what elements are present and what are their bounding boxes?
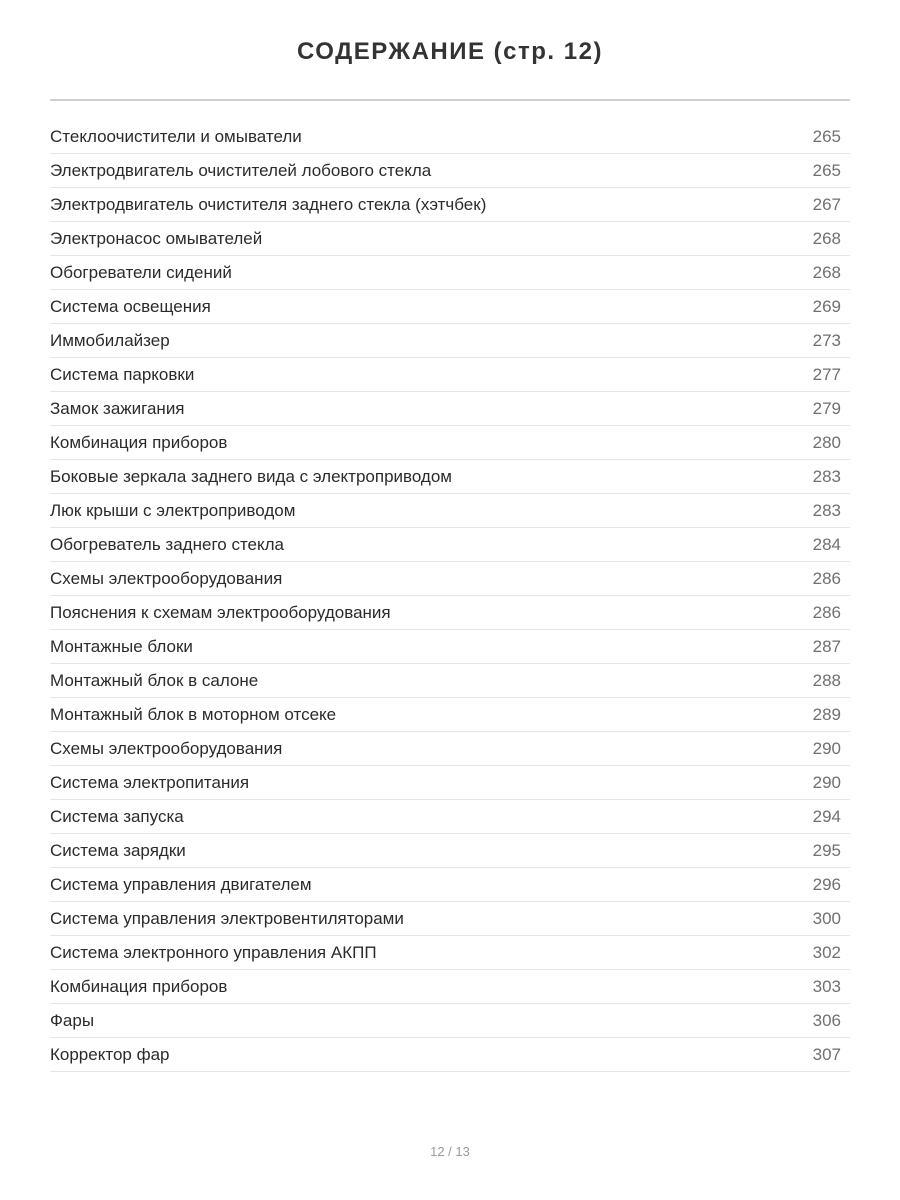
- toc-entry-page: 265: [812, 126, 841, 146]
- toc-entry[interactable]: [50, 256, 850, 290]
- toc-entry-label: Монтажные блоки: [50, 636, 193, 656]
- toc-entry-label: Иммобилайзер: [50, 330, 170, 350]
- toc-list: [50, 120, 850, 1072]
- toc-entry-label: Система электронного управления АКПП: [50, 942, 377, 962]
- toc-entry[interactable]: [50, 766, 850, 800]
- toc-entry-label: Стеклоочистители и омыватели: [50, 126, 302, 146]
- toc-entry[interactable]: [50, 970, 850, 1004]
- toc-entry-label: Электродвигатель очистителей лобового стекла: [50, 160, 432, 180]
- toc-entry[interactable]: [50, 494, 850, 528]
- toc-entry-page: 287: [812, 636, 841, 656]
- toc-entry[interactable]: [50, 664, 850, 698]
- toc-entry-label: Система запуска: [50, 806, 184, 826]
- toc-entry-label: Пояснения к схемам электрооборудования: [50, 602, 391, 622]
- toc-entry-label: Фары: [50, 1010, 95, 1030]
- toc-entry-page: 283: [812, 500, 841, 520]
- toc-entry-label: Обогреватели сидений: [50, 262, 232, 282]
- toc-entry-label: Монтажный блок в моторном отсеке: [50, 704, 337, 724]
- toc-entry-page: 302: [812, 942, 841, 962]
- toc-entry-label: Монтажный блок в салоне: [50, 670, 259, 690]
- toc-entry[interactable]: [50, 426, 850, 460]
- page-number: 12 / 13: [430, 1144, 470, 1159]
- toc-entry[interactable]: [50, 528, 850, 562]
- toc-entry-page: 307: [812, 1044, 841, 1064]
- toc-entry-page: 284: [812, 534, 841, 554]
- toc-entry[interactable]: [50, 392, 850, 426]
- toc-entry-page: 290: [812, 738, 841, 758]
- toc-entry-label: Электронасос омывателей: [50, 228, 263, 248]
- toc-entry[interactable]: [50, 630, 850, 664]
- toc-entry-label: Система освещения: [50, 296, 211, 316]
- toc-entry-page: 265: [812, 160, 841, 180]
- toc-entry-label: Комбинация приборов: [50, 432, 228, 452]
- toc-entry[interactable]: [50, 800, 850, 834]
- toc-entry[interactable]: [50, 596, 850, 630]
- toc-entry[interactable]: [50, 358, 850, 392]
- toc-entry[interactable]: [50, 120, 850, 154]
- toc-entry[interactable]: [50, 222, 850, 256]
- toc-entry[interactable]: [50, 188, 850, 222]
- toc-entry-page: 268: [812, 228, 841, 248]
- toc-entry-page: 286: [812, 602, 841, 622]
- toc-entry-label: Система электропитания: [50, 772, 250, 792]
- toc-entry[interactable]: [50, 290, 850, 324]
- toc-entry-page: 306: [812, 1010, 841, 1030]
- toc-entry[interactable]: [50, 154, 850, 188]
- toc-entry[interactable]: [50, 460, 850, 494]
- toc-entry-label: Люк крыши с электроприводом: [50, 500, 296, 520]
- toc-entry-page: 273: [812, 330, 841, 350]
- toc-entry-label: Схемы электрооборудования: [50, 738, 283, 758]
- toc-entry[interactable]: [50, 936, 850, 970]
- toc-entry[interactable]: [50, 698, 850, 732]
- toc-entry[interactable]: [50, 1038, 850, 1072]
- toc-entry-page: 268: [812, 262, 841, 282]
- toc-entry-label: Обогреватель заднего стекла: [50, 534, 284, 554]
- toc-entry-page: 296: [812, 874, 841, 894]
- title-divider: [50, 99, 850, 101]
- toc-entry[interactable]: [50, 1004, 850, 1038]
- toc-entry-page: 300: [812, 908, 841, 928]
- toc-entry-page: 294: [812, 806, 841, 826]
- toc-entry-page: 288: [812, 670, 841, 690]
- toc-entry-label: Комбинация приборов: [50, 976, 228, 996]
- toc-entry-page: 303: [812, 976, 841, 996]
- toc-entry-label: Система управления электровентиляторами: [50, 908, 404, 928]
- toc-entry-page: 286: [812, 568, 841, 588]
- toc-entry-page: 290: [812, 772, 841, 792]
- toc-entry-label: Боковые зеркала заднего вида с электроприводом: [50, 466, 452, 486]
- toc-entry-page: 283: [812, 466, 841, 486]
- toc-entry[interactable]: [50, 868, 850, 902]
- toc-entry[interactable]: [50, 732, 850, 766]
- toc-entry-label: Система парковки: [50, 364, 195, 384]
- toc-entry-label: Система управления двигателем: [50, 874, 312, 894]
- toc-entry-label: Система зарядки: [50, 840, 186, 860]
- toc-entry-page: 289: [812, 704, 841, 724]
- toc-entry-label: Электродвигатель очистителя заднего стекла (хэтчбек): [50, 194, 487, 214]
- toc-entry-label: Схемы электрооборудования: [50, 568, 283, 588]
- toc-entry-page: 280: [812, 432, 841, 452]
- toc-entry[interactable]: [50, 902, 850, 936]
- toc-entry-page: 295: [812, 840, 841, 860]
- toc-entry-page: 269: [812, 296, 841, 316]
- toc-entry[interactable]: [50, 834, 850, 868]
- toc-entry[interactable]: [50, 562, 850, 596]
- toc-entry[interactable]: [50, 324, 850, 358]
- toc-entry-page: 277: [812, 364, 841, 384]
- toc-entry-page: 267: [812, 194, 841, 214]
- toc-entry-label: Корректор фар: [50, 1044, 170, 1064]
- toc-entry-page: 279: [812, 398, 841, 418]
- page-title: СОДЕРЖАНИЕ (стр. 12): [297, 38, 603, 65]
- toc-entry-label: Замок зажигания: [50, 398, 185, 418]
